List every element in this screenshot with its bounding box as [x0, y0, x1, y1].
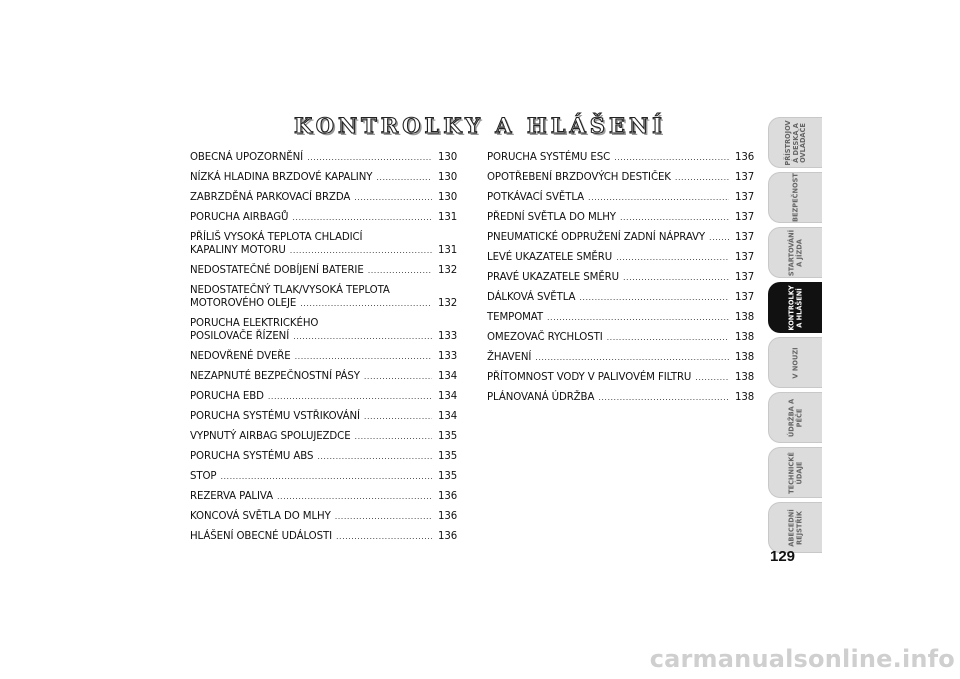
chapter-tab-label: KONTROLKY A HLÁŠENÍ — [787, 284, 803, 331]
toc-entry-label-line: NEDOSTATEČNÝ TLAK/VYSOKÁ TEPLOTA — [190, 285, 390, 296]
toc-entry — [190, 410, 456, 423]
toc-entry — [190, 490, 456, 503]
dot-leader — [376, 171, 432, 184]
dot-leader — [588, 191, 729, 204]
toc-entry — [487, 331, 753, 344]
toc-entry-label: LEVÉ UKAZATELE SMĚRU — [487, 252, 613, 263]
toc-entry-page: 136 — [438, 491, 458, 502]
dot-leader — [364, 370, 432, 383]
page-number: 129 — [770, 548, 796, 565]
toc-entry — [487, 351, 753, 364]
chapter-tab-label: V NOUZI — [790, 346, 799, 379]
toc-entry-label: OMEZOVAČ RYCHLOSTI — [487, 332, 603, 343]
toc-entry-label-line: PORUCHA ELEKTRICKÉHO — [190, 318, 319, 329]
dot-leader — [364, 410, 432, 423]
toc-entry-page: 138 — [735, 372, 755, 383]
dot-leader — [293, 330, 432, 343]
toc-entry-label: VYPNUTÝ AIRBAG SPOLUJEZDCE — [190, 431, 351, 442]
toc-entry — [190, 370, 456, 383]
toc-entry — [487, 371, 753, 384]
toc-entry-label: NEZAPNUTÉ BEZPEČNOSTNÍ PÁSY — [190, 371, 360, 382]
toc-entry-page: 135 — [438, 451, 458, 462]
chapter-tab[interactable] — [768, 172, 822, 223]
toc-entry-page: 136 — [438, 511, 458, 522]
toc-entry-page: 138 — [735, 392, 755, 403]
toc-entry-label: PLÁNOVANÁ ÚDRŽBA — [487, 392, 595, 403]
dot-leader — [675, 171, 729, 184]
toc-entry — [190, 317, 456, 343]
toc-entry — [190, 530, 456, 543]
toc-entry — [487, 311, 753, 324]
toc-entry-label: NEDOVŘENÉ DVEŘE — [190, 351, 291, 362]
toc-entry — [190, 470, 456, 483]
dot-leader — [300, 297, 432, 310]
toc-entry-page: 134 — [438, 411, 458, 422]
toc-entry-page: 137 — [735, 272, 755, 283]
dot-leader — [614, 151, 729, 164]
dot-leader — [607, 331, 729, 344]
dot-leader — [695, 371, 729, 384]
toc-entry — [190, 350, 456, 363]
dot-leader — [355, 430, 432, 443]
chapter-tab-label: PŘÍSTROJOV Á DESKA A OVLÁDAČE — [783, 119, 807, 166]
toc-entry — [190, 151, 456, 164]
dot-leader — [368, 264, 432, 277]
dot-leader — [598, 391, 729, 404]
chapter-tabs — [768, 117, 822, 557]
toc-entry — [190, 284, 456, 310]
dot-leader — [307, 151, 432, 164]
chapter-tab-label: STARTOVÁNÍ A JÍZDA — [787, 229, 803, 276]
toc-entry-label: KONCOVÁ SVĚTLA DO MLHY — [190, 511, 331, 522]
toc-entry-label: KAPALINY MOTORU — [190, 245, 286, 256]
toc-entry — [190, 171, 456, 184]
toc-entry — [190, 450, 456, 463]
toc-entry-page: 135 — [438, 471, 458, 482]
toc-entry-label: ZABRZDĚNÁ PARKOVACÍ BRZDA — [190, 192, 351, 203]
toc-entry-label: PŘEDNÍ SVĚTLA DO MLHY — [487, 212, 616, 223]
toc-entry-label: PORUCHA AIRBAGŮ — [190, 212, 289, 223]
chapter-tab-label: ABECEDNÍ REJSTŘÍK — [787, 508, 803, 547]
dot-leader — [292, 211, 432, 224]
toc-entry-page: 137 — [735, 232, 755, 243]
toc-entry-label: POSILOVAČE ŘÍZENÍ — [190, 331, 290, 342]
toc-entry-label: TEMPOMAT — [487, 312, 544, 323]
toc-entry-page: 134 — [438, 391, 458, 402]
toc-entry-page: 137 — [735, 252, 755, 263]
dot-leader — [277, 490, 432, 503]
toc-entry-label: OBECNÁ UPOZORNĚNÍ — [190, 152, 304, 163]
toc-entry — [487, 151, 753, 164]
toc-entry-page: 138 — [735, 352, 755, 363]
toc-entry-page: 131 — [438, 245, 458, 256]
chapter-tab-label: BEZPEČNOST — [790, 172, 799, 222]
chapter-tab[interactable] — [768, 117, 822, 168]
dot-leader — [290, 244, 432, 257]
toc-entry-page: 132 — [438, 298, 458, 309]
toc-entry — [487, 271, 753, 284]
toc-entry-label: PŘÍTOMNOST VODY V PALIVOVÉM FILTRU — [487, 372, 692, 383]
dot-leader — [709, 231, 729, 244]
toc-entry-label: PORUCHA EBD — [190, 391, 264, 402]
toc-entry-page: 132 — [438, 265, 458, 276]
chapter-tab[interactable] — [768, 337, 822, 388]
toc-entry-label: HLÁŠENÍ OBECNÉ UDÁLOSTI — [190, 531, 332, 542]
toc-entry-page: 130 — [438, 172, 458, 183]
dot-leader — [220, 470, 432, 483]
toc-entry-page: 137 — [735, 172, 755, 183]
chapter-tab[interactable] — [768, 282, 822, 333]
toc-entry-label: PNEUMATICKÉ ODPRUŽENÍ ZADNÍ NÁPRAVY — [487, 232, 706, 243]
page-title: KONTROLKY A HLÁŠENÍ — [294, 113, 666, 138]
dot-leader — [354, 191, 432, 204]
toc-entry-label: REZERVA PALIVA — [190, 491, 274, 502]
chapter-tab[interactable] — [768, 502, 822, 553]
toc-entry-label: NÍZKÁ HLADINA BRZDOVÉ KAPALINY — [190, 172, 373, 183]
toc-entry-page: 136 — [735, 152, 755, 163]
toc-entry-label: STOP — [190, 471, 217, 482]
dot-leader — [295, 350, 432, 363]
toc-entry — [487, 191, 753, 204]
chapter-tab-label: TECHNICKÉ ÚDAJE — [787, 451, 803, 494]
toc-entry-page: 137 — [735, 292, 755, 303]
toc-entry-label: MOTOROVÉHO OLEJE — [190, 298, 297, 309]
dot-leader — [335, 510, 432, 523]
toc-right-column — [487, 151, 753, 411]
toc-entry-label: PORUCHA SYSTÉMU ABS — [190, 451, 314, 462]
dot-leader — [616, 251, 729, 264]
toc-entry — [190, 430, 456, 443]
toc-entry-page: 131 — [438, 212, 458, 223]
chapter-tab-label: ÚDRŽBA A PÉČE — [787, 398, 803, 437]
chapter-tab[interactable] — [768, 227, 822, 278]
toc-entry-label: ŽHAVENÍ — [487, 352, 532, 363]
toc-entry — [487, 251, 753, 264]
toc-entry-page: 130 — [438, 192, 458, 203]
toc-entry-page: 133 — [438, 331, 458, 342]
toc-entry-label: NEDOSTATEČNÉ DOBÍJENÍ BATERIE — [190, 265, 364, 276]
toc-entry-page: 138 — [735, 312, 755, 323]
toc-entry-page: 130 — [438, 152, 458, 163]
toc-entry-page: 135 — [438, 431, 458, 442]
toc-entry — [487, 291, 753, 304]
toc-entry-label: DÁLKOVÁ SVĚTLA — [487, 292, 576, 303]
toc-entry-page: 134 — [438, 371, 458, 382]
chapter-tab[interactable] — [768, 392, 822, 443]
toc-entry-label: PORUCHA SYSTÉMU ESC — [487, 152, 611, 163]
toc-entry — [487, 391, 753, 404]
toc-entry-label: PRAVÉ UKAZATELE SMĚRU — [487, 272, 619, 283]
toc-entry-page: 137 — [735, 212, 755, 223]
toc-entry — [190, 510, 456, 523]
toc-entry — [190, 264, 456, 277]
toc-entry-label: POTKÁVACÍ SVĚTLA — [487, 192, 585, 203]
dot-leader — [336, 530, 432, 543]
toc-entry — [487, 211, 753, 224]
toc-left-column — [190, 151, 456, 550]
toc-entry-page: 133 — [438, 351, 458, 362]
toc-entry-page: 138 — [735, 332, 755, 343]
toc-entry — [190, 191, 456, 204]
dot-leader — [579, 291, 729, 304]
watermark: carmanualsonline.info — [649, 645, 955, 673]
toc-entry — [190, 211, 456, 224]
dot-leader — [623, 271, 729, 284]
toc-entry — [190, 231, 456, 257]
toc-entry-label: OPOTŘEBENÍ BRZDOVÝCH DESTIČEK — [487, 172, 671, 183]
toc-entry-page: 136 — [438, 531, 458, 542]
toc-entry-label: PORUCHA SYSTÉMU VSTŘIKOVÁNÍ — [190, 411, 360, 422]
dot-leader — [268, 390, 432, 403]
toc-entry — [190, 390, 456, 403]
dot-leader — [620, 211, 729, 224]
dot-leader — [547, 311, 729, 324]
toc-entry — [487, 231, 753, 244]
dot-leader — [535, 351, 729, 364]
toc-entry-page: 137 — [735, 192, 755, 203]
chapter-tab[interactable] — [768, 447, 822, 498]
dot-leader — [317, 450, 432, 463]
toc-entry-label-line: PŘÍLIŠ VYSOKÁ TEPLOTA CHLADICÍ — [190, 232, 363, 243]
toc-entry — [487, 171, 753, 184]
